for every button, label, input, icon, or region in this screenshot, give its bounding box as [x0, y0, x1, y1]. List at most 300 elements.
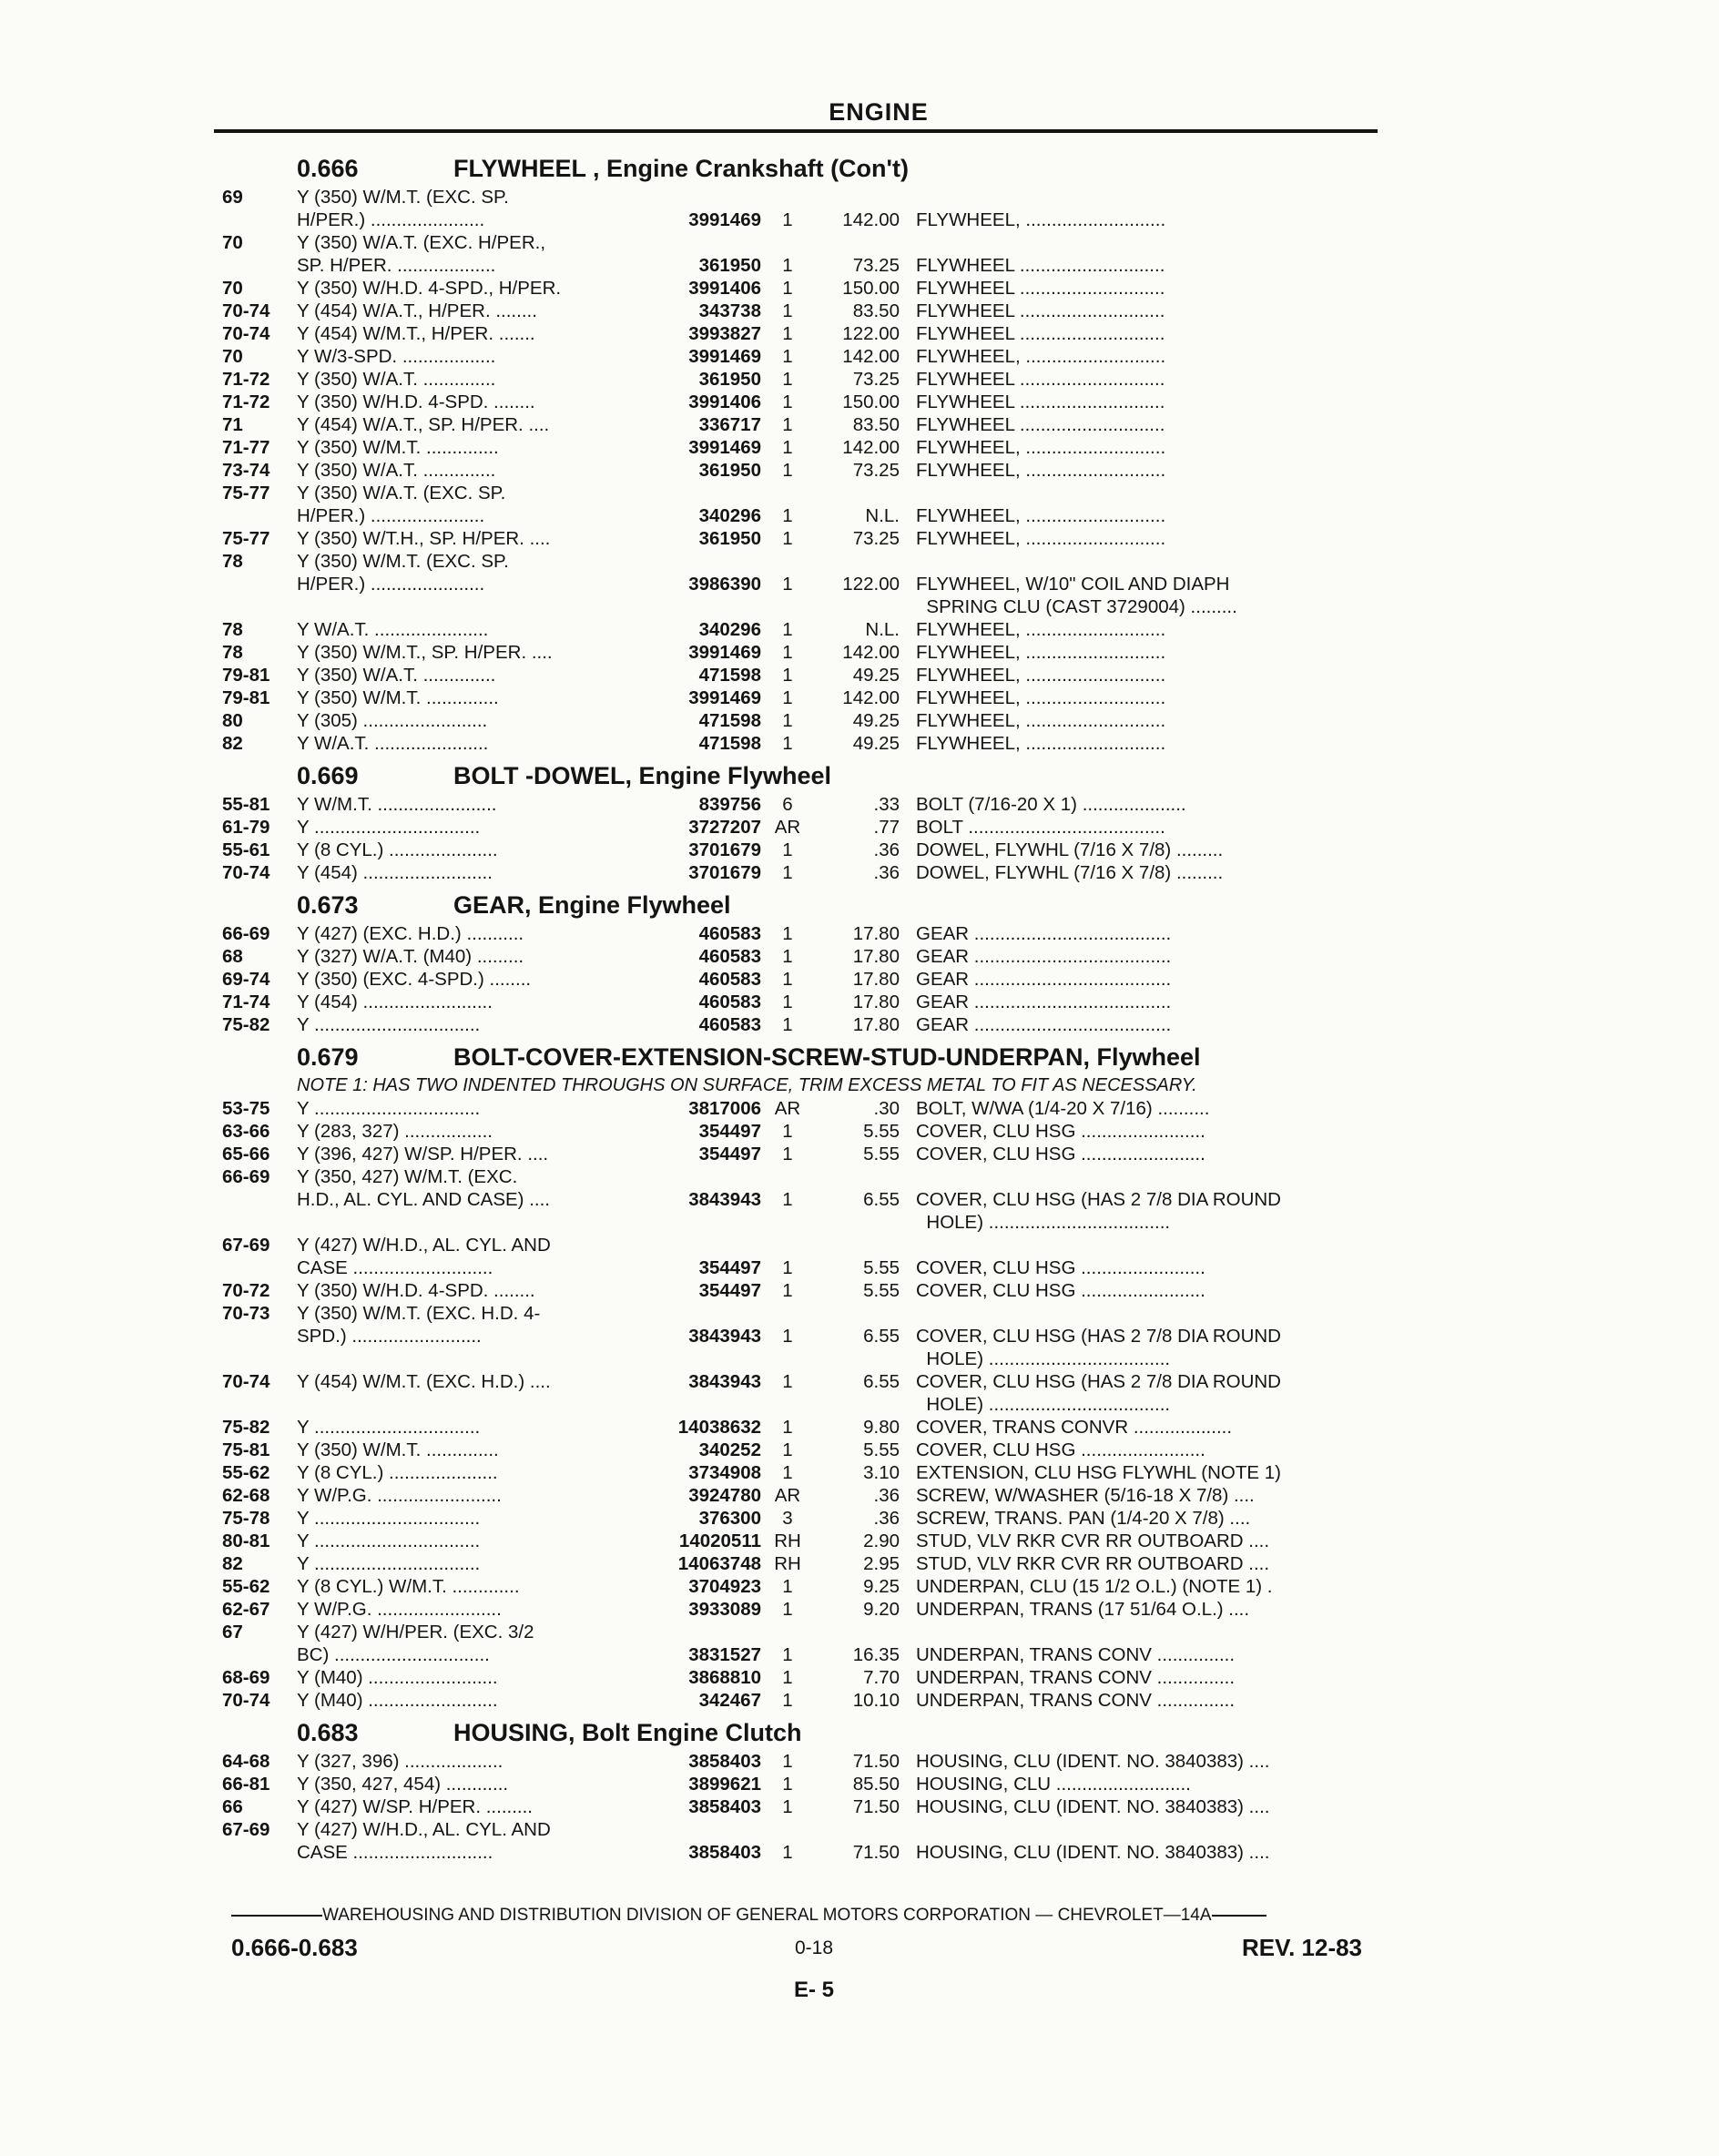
application: H.D., AL. CYL. AND CASE) ....	[297, 1189, 550, 1210]
section-title: BOLT-COVER-EXTENSION-SCREW-STUD-UNDERPAN, Flywheel	[453, 1043, 1201, 1071]
description	[916, 1621, 1522, 1643]
price: 73.25	[852, 255, 900, 276]
model-year	[222, 504, 293, 527]
model-year	[222, 1325, 293, 1348]
part-number: 3924780	[688, 1485, 761, 1506]
model-year	[222, 1348, 293, 1370]
part-number: 14038632	[677, 1417, 761, 1438]
description: FLYWHEEL ............................	[916, 414, 1165, 435]
application: Y (427) W/SP. H/PER. .........	[297, 1796, 533, 1817]
model-year: 66	[222, 1796, 243, 1817]
quantity: 1	[782, 733, 793, 754]
description: FLYWHEEL ............................	[916, 323, 1165, 344]
part-number: 3843943	[688, 1326, 761, 1347]
price: 122.00	[842, 323, 900, 344]
table-row	[222, 1416, 1388, 1439]
model-year: 75-77	[222, 528, 270, 549]
description: GEAR ......................................	[916, 992, 1172, 1012]
model-year: 67-69	[222, 1819, 270, 1840]
part-number: 342467	[698, 1690, 761, 1711]
application: Y (427) W/H.D., AL. CYL. AND	[297, 1235, 551, 1256]
table-row	[222, 732, 1388, 755]
table-row	[222, 1302, 1388, 1325]
part-number: 3858403	[688, 1751, 761, 1772]
application: BC) ..............................	[297, 1644, 490, 1665]
model-year: 66-69	[222, 1166, 270, 1187]
price: 9.80	[863, 1417, 900, 1438]
model-year: 75-82	[222, 1014, 270, 1035]
part-number: 361950	[698, 369, 761, 390]
price: .36	[873, 839, 900, 860]
section-code: 0.666	[297, 155, 359, 182]
model-year: 79-81	[222, 665, 270, 686]
model-year: 70-72	[222, 1280, 270, 1301]
table-row	[222, 1818, 1388, 1841]
price: 71.50	[852, 1842, 900, 1863]
price: .36	[873, 862, 900, 883]
application: Y (8 CYL.) .....................	[297, 1462, 498, 1483]
application: H/PER.) ......................	[297, 505, 485, 526]
model-year: 70-74	[222, 300, 270, 321]
quantity: 1	[782, 1326, 793, 1347]
quantity: 1	[782, 969, 793, 990]
table-row	[222, 1256, 1388, 1279]
quantity: 1	[782, 1599, 793, 1620]
quantity: 1	[782, 1014, 793, 1035]
part-number: 354497	[698, 1121, 761, 1142]
quantity: 1	[782, 1144, 793, 1164]
part-number: 460583	[698, 969, 761, 990]
part-number: 3986390	[688, 574, 761, 595]
model-year: 80	[222, 710, 243, 731]
price: 17.80	[852, 946, 900, 967]
quantity: 1	[782, 1189, 793, 1210]
quantity: 1	[782, 300, 793, 321]
description: SPRING CLU (CAST 3729004) .........	[916, 596, 1237, 617]
model-year: 71	[222, 414, 243, 435]
model-year: 78	[222, 619, 243, 640]
part-number	[650, 1348, 761, 1370]
description	[916, 186, 1522, 208]
price: .30	[873, 1098, 900, 1119]
table-row	[222, 1552, 1388, 1575]
quantity	[761, 1393, 814, 1416]
quantity: 1	[782, 255, 793, 276]
section-heading	[222, 1036, 1388, 1074]
price: 5.55	[863, 1144, 900, 1164]
table-row	[222, 1348, 1388, 1370]
price: 71.50	[852, 1751, 900, 1772]
quantity: 1	[782, 946, 793, 967]
application: Y (427) W/H/PER. (EXC. 3/2	[297, 1622, 534, 1642]
application: Y (350) W/M.T. ..............	[297, 437, 499, 458]
footer-division-line	[231, 1906, 1388, 1926]
description: DOWEL, FLYWHL (7/16 X 7/8) .........	[916, 839, 1224, 860]
model-year	[222, 208, 293, 231]
table-row	[222, 322, 1388, 345]
description: FLYWHEEL, ...........................	[916, 437, 1166, 458]
table-row	[222, 664, 1388, 686]
application: Y (350, 427) W/M.T. (EXC.	[297, 1166, 518, 1187]
application: Y (350) W/M.T. ..............	[297, 687, 499, 708]
description: FLYWHEEL, ...........................	[916, 346, 1166, 367]
part-number: 340296	[698, 619, 761, 640]
section-code: 0.683	[297, 1719, 359, 1746]
part-number: 14063748	[677, 1553, 761, 1574]
application: Y W/A.T. ......................	[297, 619, 489, 640]
description: DOWEL, FLYWHL (7/16 X 7/8) .........	[916, 862, 1224, 883]
model-year: 55-61	[222, 839, 270, 860]
part-number: 460583	[698, 1014, 761, 1035]
price: .33	[873, 794, 900, 815]
price	[814, 1165, 916, 1188]
description: HOLE) ...................................	[916, 1394, 1171, 1415]
table-row	[222, 1279, 1388, 1302]
model-year: 78	[222, 551, 243, 572]
footer-division-text: WAREHOUSING AND DISTRIBUTION DIVISION OF GENERAL MOTORS CORPORATION — CHEVROLET—14A	[322, 1906, 1212, 1925]
footer-page-number: 0-18	[795, 1937, 834, 1958]
part-number	[650, 1165, 761, 1188]
table-row	[222, 1750, 1388, 1773]
model-year: 67-69	[222, 1235, 270, 1256]
description	[916, 1302, 1522, 1325]
application: Y (8 CYL.) .....................	[297, 839, 498, 860]
part-number: 3701679	[688, 839, 761, 860]
price	[814, 1211, 916, 1234]
table-row	[222, 573, 1388, 595]
model-year: 70	[222, 232, 243, 253]
part-number	[650, 1302, 761, 1325]
price: 6.55	[863, 1326, 900, 1347]
section-code: 0.679	[297, 1043, 359, 1071]
table-row	[222, 793, 1388, 816]
application: Y (327) W/A.T. (M40) .........	[297, 946, 524, 967]
description	[916, 550, 1522, 573]
application: Y (454) W/A.T., H/PER. ........	[297, 300, 537, 321]
application: Y (454) .........................	[297, 862, 493, 883]
model-year: 70-74	[222, 1690, 270, 1711]
quantity: 1	[782, 1576, 793, 1597]
price	[814, 231, 916, 254]
quantity: 1	[782, 687, 793, 708]
quantity	[761, 1818, 814, 1841]
model-year: 75-81	[222, 1439, 270, 1460]
table-row	[222, 618, 1388, 641]
part-number	[650, 482, 761, 504]
footer-section-range: 0.666-0.683	[231, 1934, 358, 1961]
model-year	[222, 254, 293, 277]
quantity: 1	[782, 1371, 793, 1392]
model-year: 55-62	[222, 1462, 270, 1483]
model-year: 53-75	[222, 1098, 270, 1119]
part-number: 471598	[698, 710, 761, 731]
part-number: 3858403	[688, 1842, 761, 1863]
quantity: 1	[782, 1462, 793, 1483]
description: FLYWHEEL ............................	[916, 255, 1165, 276]
quantity: 1	[782, 1257, 793, 1278]
part-number: 361950	[698, 460, 761, 481]
model-year	[222, 1188, 293, 1211]
quantity: 1	[782, 862, 793, 883]
price: N.L.	[865, 505, 900, 526]
price: 142.00	[842, 437, 900, 458]
description: FLYWHEEL, ...........................	[916, 505, 1166, 526]
price: 5.55	[863, 1257, 900, 1278]
part-number: 3991406	[688, 278, 761, 299]
description	[916, 231, 1522, 254]
quantity	[761, 595, 814, 618]
description: FLYWHEEL, ...........................	[916, 209, 1166, 230]
part-number	[650, 1818, 761, 1841]
price: 2.95	[863, 1553, 900, 1574]
part-number: 3991469	[688, 209, 761, 230]
price: 6.55	[863, 1371, 900, 1392]
quantity	[761, 1234, 814, 1256]
table-row	[222, 482, 1388, 504]
description: FLYWHEEL ............................	[916, 300, 1165, 321]
model-year: 69-74	[222, 969, 270, 990]
table-row	[222, 945, 1388, 968]
table-row	[222, 186, 1388, 208]
application: Y (350) W/A.T. ..............	[297, 369, 496, 390]
table-row	[222, 1188, 1388, 1211]
price	[814, 482, 916, 504]
quantity: 1	[782, 1417, 793, 1438]
application: Y (350) W/A.T. ..............	[297, 460, 496, 481]
application: Y (427) (EXC. H.D.) ...........	[297, 923, 524, 944]
parts-list	[222, 147, 1388, 1864]
description: FLYWHEEL, ...........................	[916, 733, 1166, 754]
description: FLYWHEEL ............................	[916, 369, 1165, 390]
application: Y (350, 427, 454) ............	[297, 1774, 509, 1795]
model-year: 68-69	[222, 1667, 270, 1688]
price	[814, 1348, 916, 1370]
model-year: 73-74	[222, 460, 270, 481]
price: 83.50	[852, 414, 900, 435]
description: FLYWHEEL, ...........................	[916, 687, 1166, 708]
model-year: 65-66	[222, 1144, 270, 1164]
model-year: 82	[222, 1553, 243, 1574]
part-number: 361950	[698, 255, 761, 276]
quantity: 1	[782, 1439, 793, 1460]
table-row	[222, 254, 1388, 277]
application: Y (350) W/H.D. 4-SPD. ........	[297, 392, 535, 412]
model-year: 66-81	[222, 1774, 270, 1795]
description: SCREW, W/WASHER (5/16-18 X 7/8) ....	[916, 1485, 1255, 1506]
model-year: 66-69	[222, 923, 270, 944]
model-year: 68	[222, 946, 243, 967]
quantity	[761, 1165, 814, 1188]
model-year	[222, 573, 293, 595]
part-number: 340252	[698, 1439, 761, 1460]
part-number: 336717	[698, 414, 761, 435]
quantity: 1	[782, 1774, 793, 1795]
part-number: 343738	[698, 300, 761, 321]
model-year	[222, 1643, 293, 1666]
description: BOLT (7/16-20 X 1) ....................	[916, 794, 1186, 815]
description: FLYWHEEL, ...........................	[916, 710, 1166, 731]
model-year: 70-73	[222, 1303, 270, 1324]
application: Y ................................	[297, 1098, 481, 1119]
table-row	[222, 459, 1388, 482]
quantity	[761, 1348, 814, 1370]
price: .77	[873, 817, 900, 838]
application: Y (350) W/M.T. ..............	[297, 1439, 499, 1460]
part-number: 3899621	[688, 1774, 761, 1795]
model-year: 79-81	[222, 687, 270, 708]
table-row	[222, 300, 1388, 322]
quantity: AR	[774, 1098, 801, 1119]
model-year: 70-74	[222, 862, 270, 883]
description: FLYWHEEL ............................	[916, 278, 1165, 299]
part-number: 3843943	[688, 1371, 761, 1392]
part-number: 361950	[698, 528, 761, 549]
model-year	[222, 595, 293, 618]
table-row	[222, 1575, 1388, 1598]
quantity: 1	[782, 923, 793, 944]
price: 9.20	[863, 1599, 900, 1620]
part-number: 460583	[698, 946, 761, 967]
description: HOUSING, CLU (IDENT. NO. 3840383) ....	[916, 1796, 1270, 1817]
application: SP. H/PER. ...................	[297, 255, 496, 276]
table-row	[222, 991, 1388, 1013]
model-year	[222, 1841, 293, 1864]
application: Y ................................	[297, 1417, 481, 1438]
description: STUD, VLV RKR CVR RR OUTBOARD ....	[916, 1531, 1270, 1551]
application: Y W/P.G. ........................	[297, 1485, 502, 1506]
quantity: 1	[782, 392, 793, 412]
description: UNDERPAN, TRANS (17 51/64 O.L.) ....	[916, 1599, 1250, 1620]
application: H/PER.) ......................	[297, 574, 485, 595]
part-number: 3858403	[688, 1796, 761, 1817]
price: 5.55	[863, 1121, 900, 1142]
application: Y (396, 427) W/SP. H/PER. ....	[297, 1144, 549, 1164]
model-year: 63-66	[222, 1121, 270, 1142]
table-row	[222, 1484, 1388, 1507]
part-number: 354497	[698, 1257, 761, 1278]
price	[814, 1234, 916, 1256]
application: Y (350) W/H.D. 4-SPD. ........	[297, 1280, 535, 1301]
description: HOUSING, CLU (IDENT. NO. 3840383) ....	[916, 1842, 1270, 1863]
table-row	[222, 1234, 1388, 1256]
part-number: 3817006	[688, 1098, 761, 1119]
description: FLYWHEEL, ...........................	[916, 642, 1166, 663]
description: GEAR ......................................	[916, 969, 1172, 990]
description	[916, 482, 1522, 504]
application: Y (350) W/M.T. (EXC. SP.	[297, 551, 509, 572]
table-row	[222, 1507, 1388, 1530]
part-number: 460583	[698, 923, 761, 944]
page-header: ENGINE	[829, 98, 929, 126]
application: Y (350) W/M.T., SP. H/PER. ....	[297, 642, 553, 663]
application: SPD.) .........................	[297, 1326, 482, 1347]
price: 142.00	[842, 346, 900, 367]
table-row	[222, 1370, 1388, 1393]
footer-rule-right	[1212, 1915, 1266, 1917]
quantity: 1	[782, 1121, 793, 1142]
quantity	[761, 231, 814, 254]
quantity: 1	[782, 369, 793, 390]
table-row	[222, 686, 1388, 709]
table-row	[222, 527, 1388, 550]
table-row	[222, 816, 1388, 839]
quantity	[761, 186, 814, 208]
application: Y (M40) .........................	[297, 1667, 498, 1688]
application: Y (283, 327) .................	[297, 1121, 493, 1142]
quantity: 1	[782, 437, 793, 458]
application: Y ................................	[297, 1531, 481, 1551]
model-year: 71-74	[222, 992, 270, 1012]
price: 122.00	[842, 574, 900, 595]
header-rule	[214, 129, 1378, 133]
quantity: 1	[782, 839, 793, 860]
table-row	[222, 1621, 1388, 1643]
model-year	[222, 1211, 293, 1234]
quantity: 1	[782, 528, 793, 549]
section-heading	[222, 1712, 1388, 1750]
table-row	[222, 1530, 1388, 1552]
part-number: 3933089	[688, 1599, 761, 1620]
price: .36	[873, 1508, 900, 1529]
application: Y W/P.G. ........................	[297, 1599, 502, 1620]
price	[814, 1818, 916, 1841]
application: Y (350) W/M.T. (EXC. SP.	[297, 187, 509, 208]
table-row	[222, 277, 1388, 300]
part-number	[650, 595, 761, 618]
model-year: 80-81	[222, 1531, 270, 1551]
section-title: BOLT -DOWEL, Engine Flywheel	[453, 762, 832, 789]
price	[814, 1621, 916, 1643]
part-number: 3868810	[688, 1667, 761, 1688]
price: N.L.	[865, 619, 900, 640]
quantity: AR	[774, 1485, 801, 1506]
quantity: 1	[782, 1667, 793, 1688]
description: UNDERPAN, TRANS CONV ...............	[916, 1667, 1236, 1688]
description: GEAR ......................................	[916, 1014, 1172, 1035]
model-year: 75-78	[222, 1508, 270, 1529]
application: H/PER.) ......................	[297, 209, 485, 230]
table-row	[222, 1143, 1388, 1165]
quantity: RH	[774, 1553, 801, 1574]
part-number: 3991469	[688, 642, 761, 663]
model-year: 75-77	[222, 483, 270, 503]
table-row	[222, 413, 1388, 436]
table-row	[222, 1097, 1388, 1120]
section-heading	[222, 884, 1388, 922]
table-row	[222, 861, 1388, 884]
price: 49.25	[852, 710, 900, 731]
application: Y W/M.T. .......................	[297, 794, 497, 815]
price: 7.70	[863, 1667, 900, 1688]
description: GEAR ......................................	[916, 946, 1172, 967]
part-number: 3991469	[688, 687, 761, 708]
quantity: 1	[782, 278, 793, 299]
table-row	[222, 231, 1388, 254]
quantity: 1	[782, 414, 793, 435]
application: Y (350) W/A.T. (EXC. H/PER.,	[297, 232, 546, 253]
quantity: 1	[782, 1690, 793, 1711]
table-row	[222, 1689, 1388, 1712]
price: 73.25	[852, 460, 900, 481]
application: Y (350) W/H.D. 4-SPD., H/PER.	[297, 278, 562, 299]
model-year: 69	[222, 187, 243, 208]
part-number: 340296	[698, 505, 761, 526]
table-row	[222, 595, 1388, 618]
price	[814, 186, 916, 208]
section-code: 0.673	[297, 891, 359, 919]
application: Y W/A.T. ......................	[297, 733, 489, 754]
price: 150.00	[842, 278, 900, 299]
